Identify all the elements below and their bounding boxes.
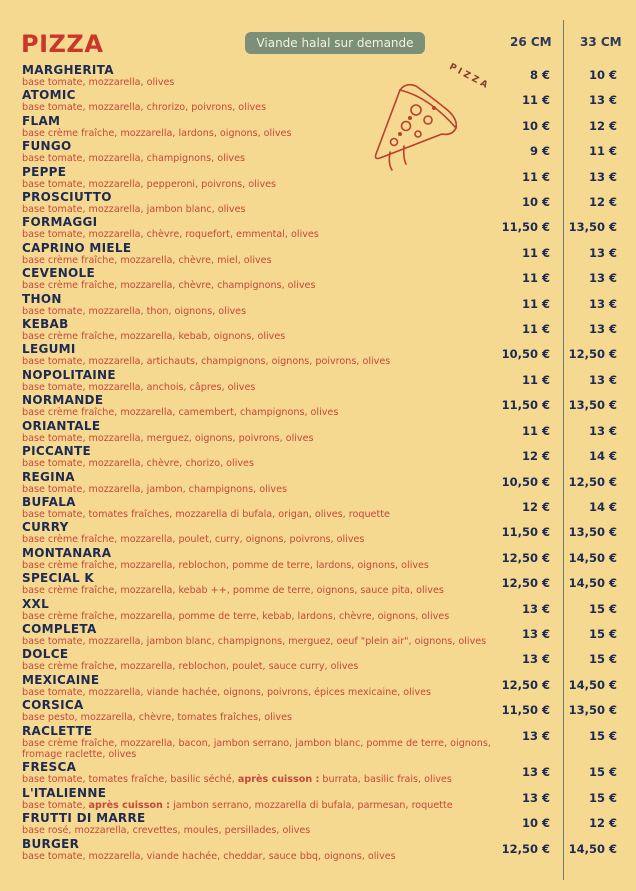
menu-item-name: MONTANARA <box>22 545 112 560</box>
price-26cm: 13 € <box>521 626 550 641</box>
description-text: jambon serrano, mozzarella di bufala, parmesan, roquette <box>170 799 453 811</box>
menu-item-description: base tomate, mozzarella, chrorizo, poivrons, olives <box>22 102 267 114</box>
price-26cm: 11,50 € <box>501 525 550 540</box>
price-33cm: 13 € <box>588 93 617 108</box>
price-33cm: 13 € <box>588 169 617 184</box>
menu-item <box>0 495 636 520</box>
menu-item <box>0 647 636 672</box>
menu-item-description: base crème fraîche, mozzarella, kebab ++, pomme de terre, oignons, sauce pita, olives <box>22 585 444 597</box>
menu-item <box>0 139 636 164</box>
menu-item-name: FLAM <box>22 113 61 128</box>
menu-item-description: base tomate, mozzarella, viande hachée, cheddar, sauce bbq, oignons, olives <box>22 850 396 862</box>
price-26cm: 13 € <box>521 652 550 667</box>
menu-item-name: FORMAGGI <box>22 215 98 230</box>
price-26cm: 12,50 € <box>501 550 550 565</box>
price-26cm: 11 € <box>521 322 550 337</box>
price-33cm: 15 € <box>588 601 617 616</box>
price-33cm: 13 € <box>588 245 617 260</box>
price-26cm: 10 € <box>521 118 550 133</box>
price-33cm: 13 € <box>588 423 617 438</box>
menu-item-description: base crème fraîche, mozzarella, camembert, champignons, olives <box>22 407 339 419</box>
menu-item <box>0 419 636 444</box>
description-text: base tomate, <box>22 799 89 811</box>
price-26cm: 11,50 € <box>501 398 550 413</box>
price-33cm: 13 € <box>588 296 617 311</box>
menu-item-description: base tomate, mozzarella, merguez, oignons, poivrons, olives <box>22 432 314 444</box>
price-26cm: 11 € <box>521 93 550 108</box>
column-header-33cm: 33 CM <box>580 35 622 49</box>
menu-item <box>0 470 636 495</box>
price-33cm: 13,50 € <box>568 703 617 718</box>
menu-item <box>0 114 636 139</box>
menu-item-description: base tomate, tomates fraîches, mozzarella di bufala, origan, olives, roquette <box>22 508 390 520</box>
price-26cm: 13 € <box>521 790 550 805</box>
price-26cm: 13 € <box>521 728 550 743</box>
price-26cm: 12,50 € <box>501 576 550 591</box>
halal-badge: Viande halal sur demande <box>245 32 425 54</box>
menu-item <box>0 165 636 190</box>
menu-item-name: NOPOLITAINE <box>22 367 116 382</box>
menu-item-name: ATOMIC <box>22 88 76 103</box>
menu-item-description: base tomate, mozzarella, artichauts, champignons, oignons, poivrons, olives <box>22 356 391 368</box>
menu-item <box>0 571 636 596</box>
menu-item-description: base crème fraîche, mozzarella, chèvre, miel, olives <box>22 254 272 266</box>
menu-item-description: base crème fraîche, mozzarella, reblochon, pomme de terre, lardons, oignons, olives <box>22 559 429 571</box>
menu-item-description: base tomate, mozzarella, pepperoni, poivrons, olives <box>22 178 277 190</box>
menu-item <box>0 63 636 88</box>
menu-item <box>0 760 636 785</box>
menu-item <box>0 266 636 291</box>
menu-item-description: base tomate, mozzarella, champignons, olives <box>22 153 245 165</box>
price-33cm: 13 € <box>588 372 617 387</box>
price-26cm: 10,50 € <box>501 347 550 362</box>
price-26cm: 11 € <box>521 245 550 260</box>
price-26cm: 12 € <box>521 499 550 514</box>
price-26cm: 8 € <box>529 68 550 82</box>
menu-item-description: base crème fraîche, mozzarella, chèvre, champignons, olives <box>22 280 316 292</box>
menu-item-description: base crème fraîche, mozzarella, reblochon, poulet, sauce curry, olives <box>22 661 359 673</box>
price-33cm: 13,50 € <box>568 398 617 413</box>
price-33cm: 14,50 € <box>568 841 617 856</box>
menu-item-name: PROSCIUTTO <box>22 190 112 205</box>
menu-item <box>0 292 636 317</box>
price-26cm: 13 € <box>521 765 550 780</box>
price-33cm: 13 € <box>588 271 617 286</box>
price-33cm: 13,50 € <box>568 220 617 235</box>
menu-item-description: base tomate, mozzarella, chèvre, roquefort, emmental, olives <box>22 229 319 241</box>
pizza-illustration-label: PIZZA <box>447 62 492 92</box>
menu-item <box>0 786 636 811</box>
menu-item-description: base pesto, mozzarella, chèvre, tomates fraîches, olives <box>22 712 292 724</box>
price-26cm: 11,50 € <box>501 220 550 235</box>
price-33cm: 15 € <box>588 728 617 743</box>
menu-item-name: KEBAB <box>22 317 69 332</box>
menu-item-name: FRESCA <box>22 760 77 775</box>
menu-item <box>0 622 636 647</box>
menu-item <box>0 520 636 545</box>
after-baking-label: après cuisson : <box>88 799 171 811</box>
menu-item-name: MARGHERITA <box>22 63 114 77</box>
price-33cm: 14,50 € <box>568 677 617 692</box>
menu-item <box>0 88 636 113</box>
price-33cm: 15 € <box>588 652 617 667</box>
price-26cm: 10,50 € <box>501 474 550 489</box>
price-26cm: 11 € <box>521 169 550 184</box>
column-header-26cm: 26 CM <box>510 35 552 49</box>
page-title: PIZZA <box>21 30 104 58</box>
menu-item-name: REGINA <box>22 469 75 484</box>
price-26cm: 9 € <box>529 144 550 159</box>
price-26cm: 11,50 € <box>501 703 550 718</box>
menu-item-description: base tomate, mozzarella, jambon blanc, olives <box>22 204 246 216</box>
price-26cm: 10 € <box>521 195 550 210</box>
menu-item <box>0 317 636 342</box>
price-33cm: 13 € <box>588 322 617 337</box>
menu-item-name: BUFALA <box>22 494 76 509</box>
menu-item-name: THON <box>22 291 62 306</box>
menu-item <box>0 546 636 571</box>
menu-item-name: L'ITALIENNE <box>22 785 107 800</box>
price-26cm: 11 € <box>521 372 550 387</box>
menu-item-name: BURGER <box>22 836 80 851</box>
menu-item-name: COMPLETA <box>22 621 97 636</box>
menu-item <box>0 811 636 836</box>
menu-item-name: SPECIAL K <box>22 571 95 586</box>
menu-item-name: NORMANDE <box>22 393 104 408</box>
menu-item-name: CORSICA <box>22 698 84 713</box>
menu-item-name: FUNGO <box>22 139 72 154</box>
price-26cm: 11 € <box>521 271 550 286</box>
menu-item <box>0 368 636 393</box>
menu-item-description: base crème fraîche, mozzarella, pomme de terre, kebab, lardons, chèvre, oignons, olives <box>22 610 450 622</box>
menu-item <box>0 837 636 862</box>
price-26cm: 12 € <box>521 449 550 464</box>
menu-item-name: FRUTTI DI MARRE <box>22 811 146 826</box>
menu-item <box>0 342 636 367</box>
menu-item-name: DOLCE <box>22 647 69 662</box>
menu-item <box>0 444 636 469</box>
menu-item <box>0 724 636 761</box>
price-33cm: 15 € <box>588 626 617 641</box>
menu-item-name: XXL <box>22 596 50 611</box>
menu-item-description: base tomate, mozzarella, chèvre, chorizo, olives <box>22 458 254 470</box>
menu-item-name: CURRY <box>22 520 69 535</box>
menu-item-name: PEPPE <box>22 164 67 179</box>
menu-item-description: base crème fraîche, mozzarella, poulet, curry, oignons, poivrons, olives <box>22 534 365 546</box>
menu-item-description: base tomate, mozzarella, viande hachée, oignons, poivrons, épices mexicaine, olives <box>22 686 432 698</box>
price-33cm: 11 € <box>588 144 617 159</box>
price-33cm: 14 € <box>588 499 617 514</box>
menu-item-description: base tomate, mozzarella, anchois, câpres, olives <box>22 381 256 393</box>
menu-item-description: base tomate, mozzarella, jambon, champignons, olives <box>22 483 288 495</box>
menu-item-name: PICCANTE <box>22 444 91 459</box>
price-33cm: 12,50 € <box>568 474 617 489</box>
menu-item-name: RACLETTE <box>22 723 93 738</box>
description-text: base tomate, tomates fraîche, basilic séché, <box>22 774 238 786</box>
menu-item-description: base crème fraîche, mozzarella, bacon, jambon serrano, jambon blanc, pomme de terre, oignons, fromage raclette, olives <box>22 737 491 760</box>
price-26cm: 12,50 € <box>501 677 550 692</box>
menu-item <box>0 597 636 622</box>
menu-item-name: MEXICAINE <box>22 672 100 687</box>
price-33cm: 14 € <box>588 449 617 464</box>
menu-item <box>0 241 636 266</box>
menu-list <box>0 63 636 862</box>
price-33cm: 12,50 € <box>568 347 617 362</box>
menu-item-description: base crème fraîche, mozzarella, lardons, oignons, olives <box>22 127 292 139</box>
price-33cm: 10 € <box>588 68 617 82</box>
price-33cm: 13,50 € <box>568 525 617 540</box>
price-33cm: 15 € <box>588 765 617 780</box>
price-33cm: 15 € <box>588 790 617 805</box>
menu-item-name: ORIANTALE <box>22 418 101 433</box>
menu-item-name: LEGUMI <box>22 342 76 357</box>
menu-item <box>0 215 636 240</box>
description-text: burrata, basilic frais, olives <box>319 774 452 786</box>
price-33cm: 14,50 € <box>568 550 617 565</box>
menu-item-description: base tomate, mozzarella, jambon blanc, champignons, merguez, oeuf "plein air", oignons, olives <box>22 635 487 647</box>
menu-item-description: base rosé, mozzarella, crevettes, moules, persillades, olives <box>22 825 311 837</box>
menu-item-name: CEVENOLE <box>22 266 95 281</box>
price-33cm: 14,50 € <box>568 576 617 591</box>
price-26cm: 11 € <box>521 423 550 438</box>
price-26cm: 10 € <box>521 816 550 831</box>
menu-item <box>0 673 636 698</box>
menu-item-description: base tomate, mozzarella, thon, oignons, olives <box>22 305 247 317</box>
price-26cm: 11 € <box>521 296 550 311</box>
menu-item <box>0 190 636 215</box>
menu-item <box>0 698 636 723</box>
menu-item-description: base tomate, mozzarella, olives <box>22 77 175 88</box>
price-33cm: 12 € <box>588 118 617 133</box>
menu-item-name: CAPRINO MIELE <box>22 240 132 255</box>
price-33cm: 12 € <box>588 195 617 210</box>
menu-item-description: base crème fraîche, mozzarella, kebab, oignons, olives <box>22 331 286 343</box>
price-26cm: 13 € <box>521 601 550 616</box>
after-baking-label: après cuisson : <box>237 774 320 786</box>
price-33cm: 12 € <box>588 816 617 831</box>
price-26cm: 12,50 € <box>501 841 550 856</box>
menu-item <box>0 393 636 418</box>
